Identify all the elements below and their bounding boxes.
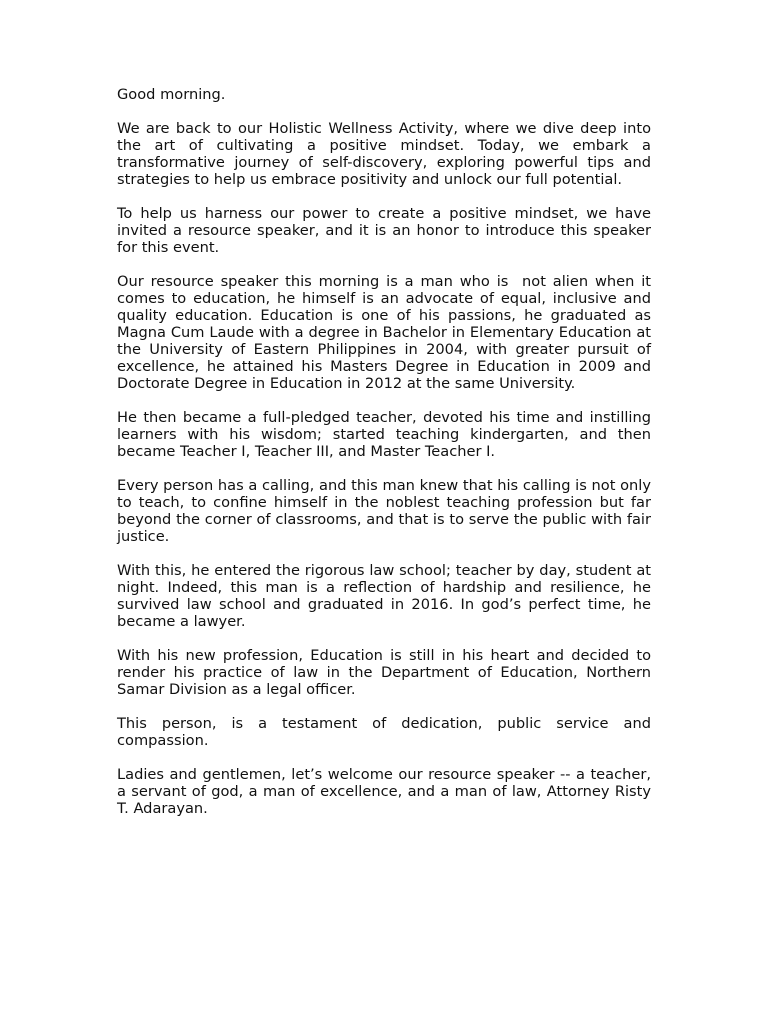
paragraph-teacher: He then became a full-pledged teacher, devoted his time and instilling learners with his wisdom; started teaching kindergarten, and then became Teacher I, Teacher III, and Master Teacher I. <box>117 409 656 460</box>
paragraph-calling: Every person has a calling, and this man knew that his calling is not only to teach, to confine himself in the noblest teaching profession but far beyond the corner of classrooms, and that is to serve the public with fair justice. <box>117 477 656 545</box>
paragraph-speaker-invite: To help us harness our power to create a positive mindset, we have invited a resource speaker, and it is an honor to introduce this speaker for this event. <box>117 205 656 256</box>
paragraph-intro: We are back to our Holistic Wellness Activity, where we dive deep into the art of cultivating a positive mindset. Today, we embark a transformative journey of self-discovery, exploring powerful tips and strategies to help us embrace positivity and unlock our full potential. <box>117 120 656 188</box>
paragraph-profession: With his new profession, Education is still in his heart and decided to render his practice of law in the Department of Education, Northern Samar Division as a legal officer. <box>117 647 656 698</box>
paragraph-education: Our resource speaker this morning is a man who is not alien when it comes to education, he himself is an advocate of equal, inclusive and quality education. Education is one of his passions, he graduated as Magna Cum Laude with a degree in Bachelor in Elementary Education at the University of Eastern Philippines in 2004, with greater pursuit of excellence, he attained his Masters Degree in Education in 2009 and Doctorate Degree in Education in 2012 at the same University. <box>117 273 656 392</box>
paragraph-greeting: Good morning. <box>117 86 226 103</box>
paragraph-law-school: With this, he entered the rigorous law school; teacher by day, student at night. Indeed, this man is a reflection of hardship and resilience, he survived law school and graduated in 2016. In god’s perfect time, he became a lawyer. <box>117 562 656 630</box>
document-page <box>117 86 656 834</box>
paragraph-testament: This person, is a testament of dedication, public service and compassion. <box>117 715 656 749</box>
paragraph-welcome: Ladies and gentlemen, let’s welcome our resource speaker -- a teacher, a servant of god, a man of excellence, and a man of law, Attorney Risty T. Adarayan. <box>117 766 656 817</box>
